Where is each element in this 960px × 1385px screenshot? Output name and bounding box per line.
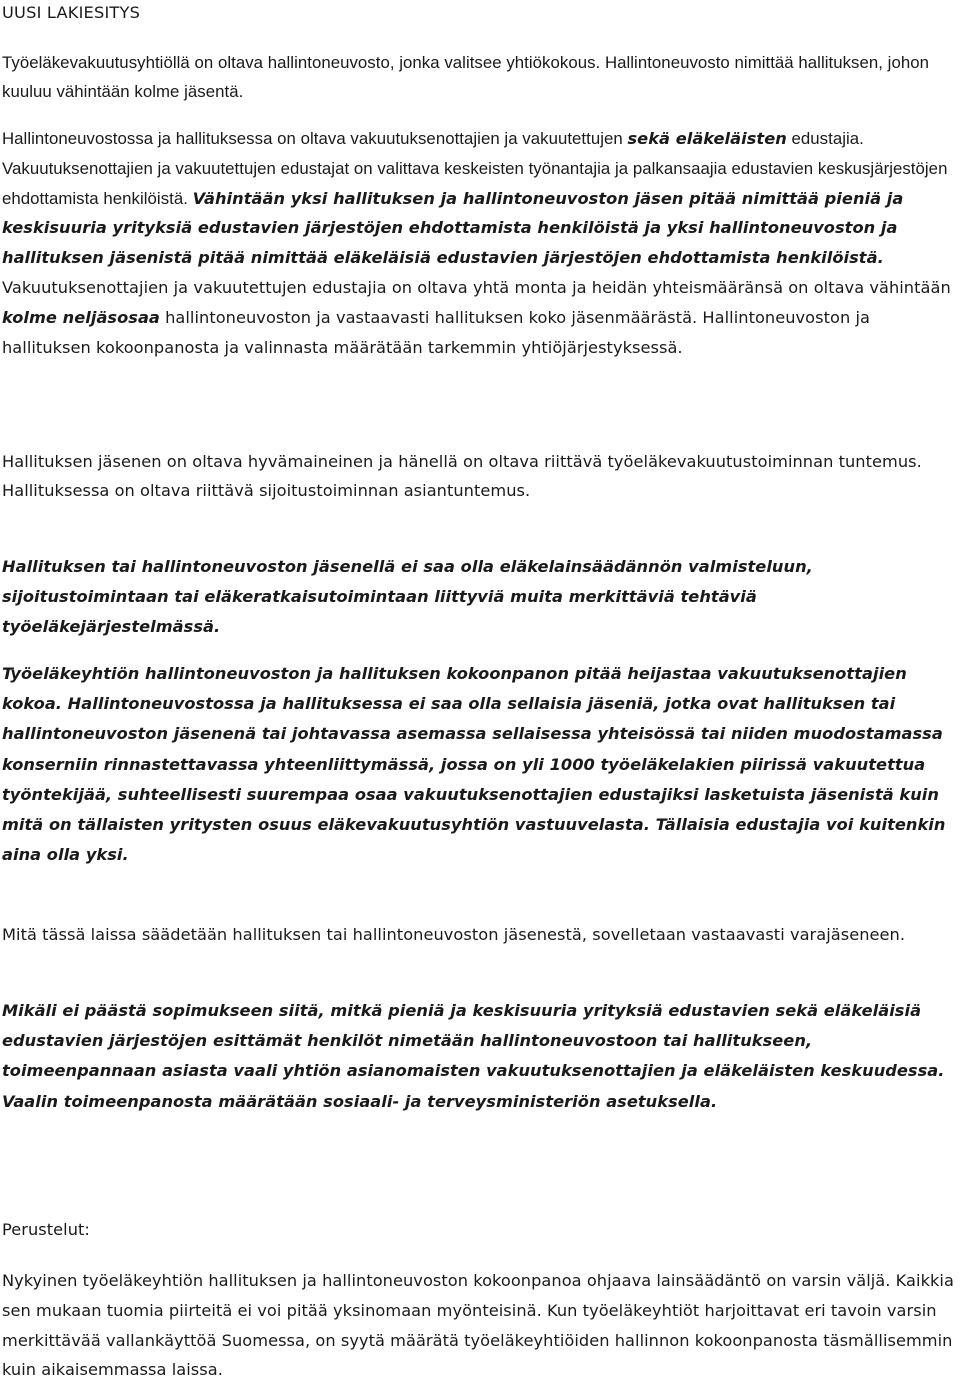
paragraph-board-competence: Hallituksen jäsenen on oltava hyvämaineinen ja hänellä on oltava riittävä työeläkevakuutustoiminnan tuntemus. Hallituksessa on oltava riittävä sijoitustoiminnan asiantuntemus. [2, 452, 922, 501]
paragraph-representatives [2, 124, 954, 362]
paragraph-composition-rules: Työeläkeyhtiön hallintoneuvoston ja hallituksen kokoonpanon pitää heijastaa vakuutuksenottajien kokoa. Hallintoneuvostossa ja hallituksessa ei saa olla sellaisia jäseniä, jotka ovat hallituksen tai hallintoneuvoston jäsenenä tai johtavassa asemassa sellaisessa yhteisössä tai niiden muodostamassa konserniin rinnastettavassa yhteenliittymässä, jossa on yli 1000 työeläkelakien piirissä vakuutettua työntekijää, suhteellisesti suurempaa osaa vakuutuksenottajien edustajiksi lasketuista jäsenistä kuin mitä on tällaisten yritysten osuus eläkevakuutusyhtiön vastuuvelasta. Tällaisia edustajia voi kuitenkin aina olla yksi. [2, 664, 946, 865]
document-heading: UUSI LAKIESITYS [2, 3, 141, 22]
p2-segment-d-emphasis: Vähintään yksi hallituksen ja hallintoneuvoston jäsen pitää nimittää pieniä ja keskisuuria yrityksiä edustavien järjestöjen ehdottamista henkilöistä ja yksi hallintoneuvoston ja hallituksen jäsenistä pitää nimittää eläkeläisiä edustavien järjestöjen ehdottamista henkilöistä. [2, 188, 904, 268]
p2-segment-b-emphasis: sekä eläkeläisten [627, 129, 787, 148]
section-label-rationale: Perustelut: [2, 1220, 90, 1239]
paragraph-deputy-members: Mitä tässä laissa säädetään hallituksen tai hallintoneuvoston jäsenestä, sovelletaan vastaavasti varajäseneen. [2, 925, 906, 944]
paragraph-election-procedure: Mikäli ei päästä sopimukseen siitä, mitkä pieniä ja keskisuuria yrityksiä edustavien sekä eläkeläisiä edustavien järjestöjen esittämät henkilöt nimetään hallintoneuvostoon tai hallitukseen, toimeenpannaan asiasta vaali yhtiön asianomaisten vakuutuksenottajien ja eläkeläisten keskuudessa. Vaalin toimeenpanosta määrätään sosiaali- ja terveysministeriön asetuksella. [2, 1001, 945, 1111]
p2-segment-e: Vakuutuksenottajien ja vakuutettujen edustajia on oltava yhtä monta ja heidän yhteismääränsä on oltava vähintään [2, 277, 951, 297]
p2-segment-f-emphasis: kolme neljäsosaa [2, 307, 160, 327]
paragraph-conflicting-duties: Hallituksen tai hallintoneuvoston jäsenellä ei saa olla eläkelainsäädännön valmisteluun, sijoitustoimintaan tai eläkeratkaisutoimintaan liittyviä muita merkittäviä tehtäviä työeläkejärjestelmässä. [2, 557, 813, 637]
p2-segment-c: edustajia. Vakuutuksenottajien ja vakuutettujen edustajat on valittava keskeisten työnantajia ja palkansaajia edustavien keskusjärjestöjen ehdottamista henkilöistä. [2, 129, 948, 208]
paragraph-rationale: Nykyinen työeläkeyhtiön hallituksen ja hallintoneuvoston kokoonpanoa ohjaava lainsäädäntö on varsin väljä. Kaikkia sen mukaan tuomia piirteitä ei voi pitää yksinomaan myönteisinä. Kun työeläkeyhtiöt harjoittavat eri tavoin varsin merkittävää vallankäyttöä Suomessa, on syytä määrätä työeläkeyhtiöiden hallinnon kokoonpanosta täsmällisemmin kuin aikaisemmassa laissa. [2, 1271, 954, 1380]
p2-segment-a: Hallintoneuvostossa ja hallituksessa on oltava vakuutuksenottajien ja vakuutettujen [2, 129, 628, 148]
paragraph-board-requirement: Työeläkevakuutusyhtiöllä on oltava hallintoneuvosto, jonka valitsee yhtiökokous. Hallintoneuvosto nimittää hallituksen, johon kuuluu vähintään kolme jäsentä. [2, 53, 929, 102]
p2-segment-g: hallintoneuvoston ja vastaavasti hallituksen koko jäsenmäärästä. Hallintoneuvoston ja hallituksen kokoonpanosta ja valinnasta määrätään tarkemmin yhtiöjärjestyksessä. [2, 307, 870, 357]
